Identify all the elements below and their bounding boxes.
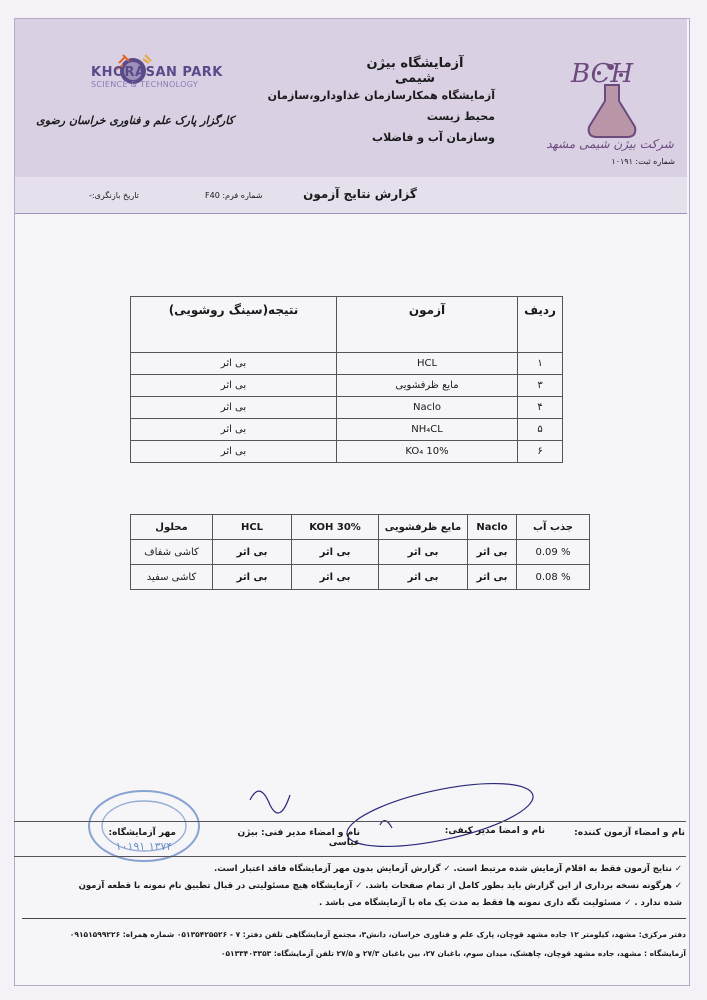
row-no: ۶: [518, 441, 563, 463]
technical-manager-label: نام و امضاء مدیر فنی: بیژن عباسی: [237, 828, 360, 848]
svg-text:۱۰۱۹۱ ۱۳۷۴: ۱۰۱۹۱ ۱۳۷۴: [115, 840, 173, 853]
khorasan-park-caption: کارگزار پارک علم و فناوری خراسان رضوی: [36, 114, 234, 127]
cell: بی اثر: [468, 540, 517, 565]
table-header-row: [131, 515, 590, 540]
table-row: [131, 353, 563, 375]
row-no: ۱: [518, 353, 563, 375]
cell: بی اثر: [379, 540, 468, 565]
form-number: شماره فرم: F40: [205, 191, 263, 200]
note-line: ✓ هرگونه نسخه برداری از این گزارش باید بطور کامل از تمام صفحات باشد. ✓ آزمایشگاه هیچ مسئولیتی در قبال تطبیق نام نمونه با قطعه آزمون: [78, 881, 682, 891]
revision-date: تاریخ بازنگری:-: [89, 191, 139, 200]
cell: بی اثر: [292, 540, 379, 565]
note-line: ✓ نتایج آزمون فقط به اقلام آزمایش شده مرتبط است. ✓ گزارش آزمایش بدون مهر آزمایشگاه فاقد اعتبار است.: [214, 864, 682, 874]
table-row: [131, 540, 590, 565]
lab-stamp-label: مهر آزمایشگاه:: [108, 828, 176, 838]
result: بی اثر: [131, 397, 337, 419]
cell: بی اثر: [292, 565, 379, 590]
lab-address: آزمایشگاه : مشهد، جاده مشهد قوچان، چاهشک، میدان سوم، باغبان ۲۷، بین باغبان ۲۷/۳ و ۲۷/۵ تلفن آزمایشگاه: ۰۵۱۳۳۴۰۳۳۵۳: [220, 949, 686, 958]
header-row-no: ردیف: [518, 297, 563, 353]
footer-divider: [22, 918, 686, 919]
test-name: HCL: [337, 353, 518, 375]
lab-subtitle-line-1: آزمایشگاه همکارسازمان غذاودارو،سازمان محیط زیست: [267, 89, 495, 123]
result: بی اثر: [131, 419, 337, 441]
cell: بی اثر: [379, 565, 468, 590]
header-test: آزمون: [337, 297, 518, 353]
header-naclo: Naclo: [468, 515, 517, 540]
cell: % 0.09: [517, 540, 590, 565]
lab-title: آزمایشگاه بیژن شیمی: [366, 56, 464, 86]
table-row: [131, 419, 563, 441]
table-header-row: [131, 297, 563, 353]
header-dish-soap: مایع ظرفشویی: [379, 515, 468, 540]
result: بی اثر: [131, 375, 337, 397]
table-row: [131, 441, 563, 463]
results-table-sink: [130, 296, 563, 463]
registration-number: شماره ثبت: ۱۰۱۹۱: [611, 157, 675, 166]
row-no: ۴: [518, 397, 563, 419]
row-no: ۵: [518, 419, 563, 441]
test-name: NH₄CL: [337, 419, 518, 441]
lab-subtitle: [245, 85, 495, 148]
table-row: [131, 397, 563, 419]
cell: بی اثر: [213, 565, 292, 590]
results-table-tiles: [130, 514, 590, 590]
header-water-absorption: جذب آب: [517, 515, 590, 540]
header-koh: KOH 30%: [292, 515, 379, 540]
test-name: Naclo: [337, 397, 518, 419]
table-row: [131, 375, 563, 397]
tester-signature-label: نام و امضاء آزمون کننده:: [574, 828, 685, 838]
khorasan-park-name: KHORASAN PARK: [91, 65, 223, 80]
note-line: شده ندارد . ✓ مسئولیت نگه داری نمونه ها فقط به مدت یک ماه با آزمایشگاه می باشد .: [318, 898, 682, 908]
header: [15, 19, 687, 178]
row-no: ۳: [518, 375, 563, 397]
header-result: نتیجه(سینگ روشویی): [131, 297, 337, 353]
quality-manager-label: نام و امضا مدیر کیفی:: [444, 826, 545, 836]
test-name: مایع ظرفشویی: [337, 375, 518, 397]
header-hcl: HCL: [213, 515, 292, 540]
khorasan-park-subtitle: SCIENCE & TECHNOLOGY: [91, 80, 199, 89]
result: بی اثر: [131, 353, 337, 375]
table-row: [131, 565, 590, 590]
lab-subtitle-line-2: وسازمان آب و فاضلاب: [372, 131, 495, 144]
cell: % 0.08: [517, 565, 590, 590]
office-address: دفتر مرکزی: مشهد، کیلومتر ۱۲ جاده مشهد قوچان، پارک علم و فناوری خراسان، دانش۳، مجتمع آزمایشگاهی تلفن دفتر: ۷ - ۰۵۱۳۵۴۲۵۵۲۶ شماره همراه: ۰۹۱۵۱۵۹۹۲۲۶: [69, 930, 686, 939]
address: [22, 925, 686, 963]
cell: بی اثر: [213, 540, 292, 565]
header-solution: محلول: [131, 515, 213, 540]
test-name: KO₄ 10%: [337, 441, 518, 463]
cell: کاشی سفید: [131, 565, 213, 590]
cell: بی اثر: [468, 565, 517, 590]
bch-company-name: شرکت بیژن شیمی مشهد: [546, 137, 674, 151]
cell: کاشی شفاف: [131, 540, 213, 565]
notes: [22, 861, 682, 912]
form-title: گزارش نتایج آزمون: [303, 187, 417, 201]
result: بی اثر: [131, 441, 337, 463]
bch-logo-text: BCH: [571, 59, 634, 89]
